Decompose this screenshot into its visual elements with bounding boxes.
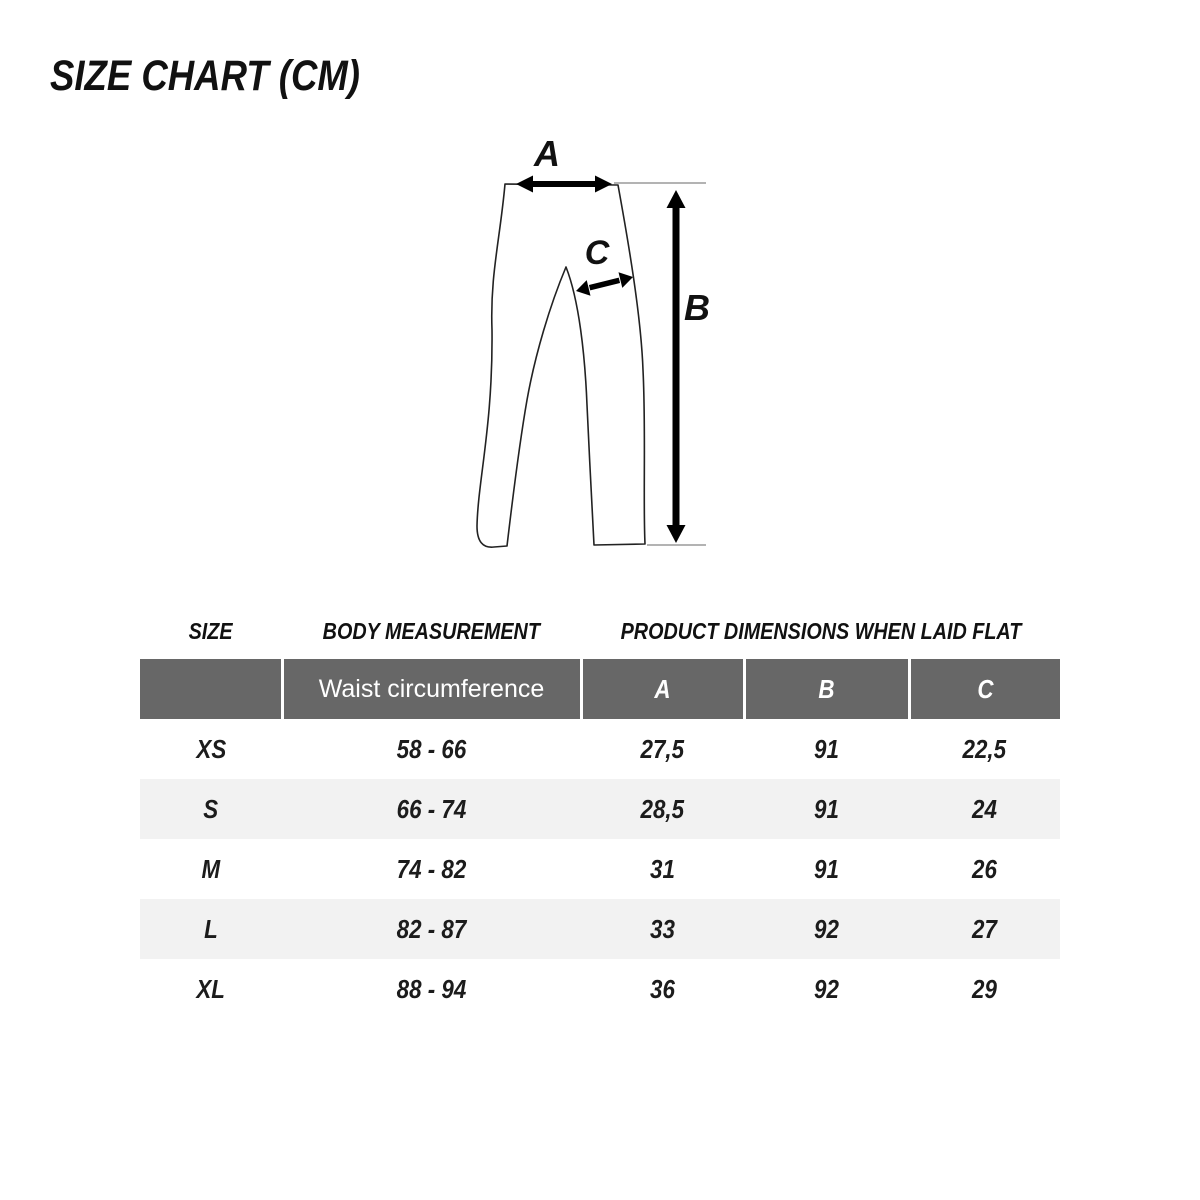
dim-c-cell: 29 bbox=[972, 973, 997, 1004]
size-cell: XS bbox=[196, 733, 226, 764]
group-header-size: SIZE bbox=[189, 617, 233, 644]
table-row-l bbox=[140, 899, 1060, 959]
size-cell: M bbox=[201, 853, 221, 884]
header-cell-waist: Waist circumference bbox=[282, 659, 581, 719]
waist-cell: 58 - 66 bbox=[396, 733, 467, 764]
arrow-b bbox=[667, 190, 686, 543]
dim-c-cell: 27 bbox=[972, 913, 997, 944]
group-header-body-measurement: BODY MEASUREMENT bbox=[322, 617, 541, 644]
header-cell-size bbox=[140, 659, 282, 719]
dim-c-cell: 24 bbox=[972, 793, 997, 824]
dim-a-cell: 33 bbox=[650, 913, 675, 944]
size-cell: L bbox=[204, 913, 218, 944]
waist-cell: 66 - 74 bbox=[396, 793, 467, 824]
size-cell: XL bbox=[196, 973, 226, 1004]
dim-a-cell: 36 bbox=[650, 973, 675, 1004]
waist-cell: 88 - 94 bbox=[396, 973, 467, 1004]
dim-b-cell: 91 bbox=[814, 853, 839, 884]
table-group-headers bbox=[140, 612, 1060, 650]
group-header-product-dimensions: PRODUCT DIMENSIONS WHEN LAID FLAT bbox=[620, 617, 1021, 644]
table-row-s bbox=[140, 779, 1060, 839]
header-cell-c: C bbox=[909, 659, 1060, 719]
header-cell-b: B bbox=[744, 659, 909, 719]
size-table-body bbox=[140, 719, 1060, 1019]
table-row-xl bbox=[140, 959, 1060, 1019]
size-table-header bbox=[140, 659, 1060, 719]
table-row-xs bbox=[140, 719, 1060, 779]
dim-c-cell: 26 bbox=[972, 853, 997, 884]
diagram-label-a: A bbox=[534, 133, 560, 174]
dim-b-cell: 91 bbox=[814, 733, 839, 764]
table-row-m bbox=[140, 839, 1060, 899]
dim-c-cell: 22,5 bbox=[962, 733, 1007, 764]
dim-a-cell: 31 bbox=[650, 853, 675, 884]
dim-b-cell: 91 bbox=[814, 793, 839, 824]
page-title: SIZE CHART (CM) bbox=[50, 52, 360, 100]
header-row bbox=[140, 659, 1060, 719]
dim-a-cell: 28,5 bbox=[640, 793, 685, 824]
diagram-label-b: B bbox=[684, 287, 710, 328]
diagram-label-c: C bbox=[584, 234, 610, 272]
waist-cell: 82 - 87 bbox=[396, 913, 467, 944]
pants-measurement-diagram bbox=[430, 128, 780, 568]
waist-cell: 74 - 82 bbox=[396, 853, 467, 884]
pants-outline bbox=[477, 184, 645, 547]
size-cell: S bbox=[203, 793, 219, 824]
size-table bbox=[140, 659, 1060, 1019]
dim-b-cell: 92 bbox=[814, 973, 839, 1004]
dim-a-cell: 27,5 bbox=[640, 733, 685, 764]
header-cell-a: A bbox=[581, 659, 744, 719]
dim-b-cell: 92 bbox=[814, 913, 839, 944]
